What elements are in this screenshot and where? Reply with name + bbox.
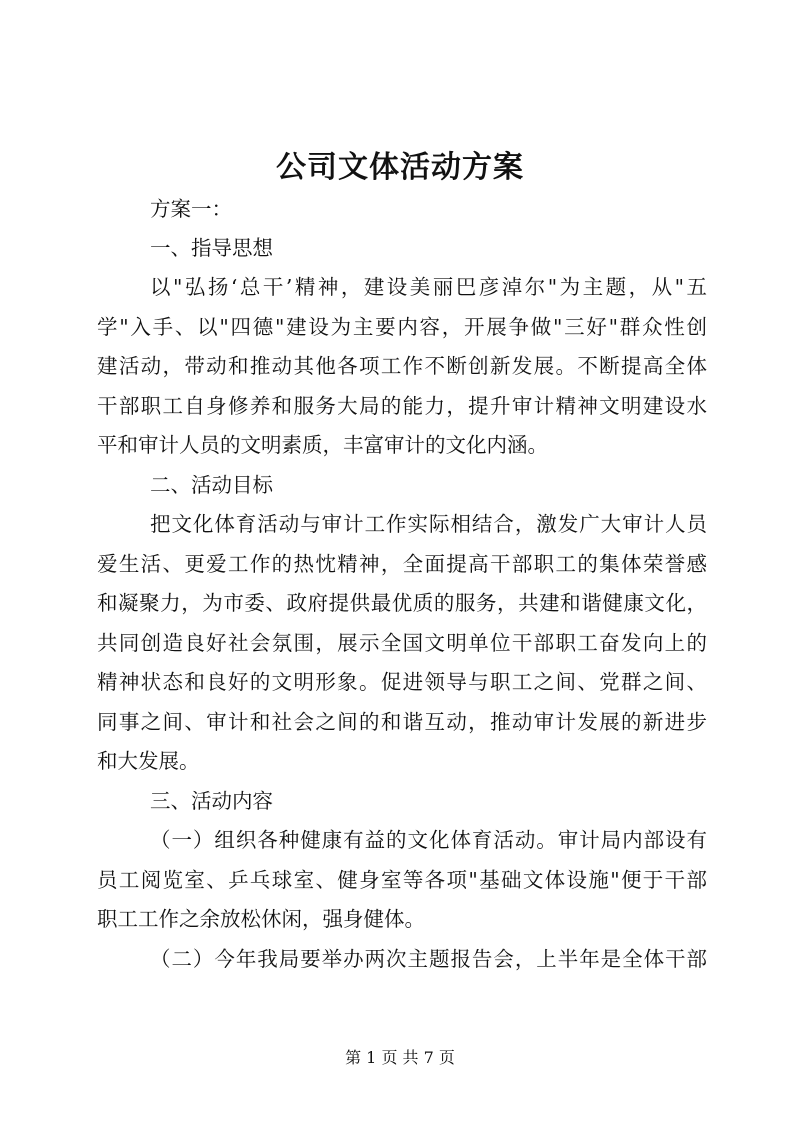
paragraph-line: 员工阅览室、乒乓球室、健身室等各项"基础文体设施"便于干部: [97, 868, 707, 892]
paragraph-line: 职工工作之余放松休闲，强身健体。: [97, 907, 425, 931]
heading-activity-goals: 二、活动目标: [150, 473, 273, 497]
paragraph-line: （一）组织各种健康有益的文化体育活动。审计局内部设有: [150, 828, 707, 852]
paragraph-line: 平和审计人员的文明素质，丰富审计的文化内涵。: [97, 433, 548, 457]
paragraph-line: 和大发展。: [97, 749, 200, 773]
heading-guiding-ideology: 一、指导思想: [150, 236, 273, 260]
section-label: 方案一：: [150, 197, 232, 221]
paragraph-line: 干部职工自身修养和服务大局的能力，提升审计精神文明建设水: [97, 394, 707, 418]
paragraph-line: 精神状态和良好的文明形象。促进领导与职工之间、党群之间、: [97, 670, 707, 694]
heading-activity-content: 三、活动内容: [150, 789, 273, 813]
paragraph-line: 共同创造良好社会氛围，展示全国文明单位干部职工奋发向上的: [97, 631, 707, 655]
paragraph-line: 和凝聚力，为市委、政府提供最优质的服务，共建和谐健康文化，: [97, 591, 707, 615]
paragraph-line: 把文化体育活动与审计工作实际相结合，激发广大审计人员: [150, 512, 707, 536]
paragraph-line: （二）今年我局要举办两次主题报告会，上半年是全体干部: [150, 947, 707, 971]
paragraph-line: 以"弘扬‘总干’精神，建设美丽巴彦淖尔"为主题，从"五: [150, 275, 707, 299]
paragraph-line: 学"入手、以"四德"建设为主要内容，开展争做"三好"群众性创: [97, 315, 707, 339]
paragraph-line: 爱生活、更爱工作的热忱精神，全面提高干部职工的集体荣誉感: [97, 552, 707, 576]
paragraph-line: 同事之间、审计和社会之间的和谐互动，推动审计发展的新进步: [97, 710, 707, 734]
document-title: 公司文体活动方案: [276, 150, 524, 185]
page-number: 第 1 页 共 7 页: [345, 1048, 455, 1067]
paragraph-line: 建活动，带动和推动其他各项工作不断创新发展。不断提高全体: [97, 354, 707, 378]
